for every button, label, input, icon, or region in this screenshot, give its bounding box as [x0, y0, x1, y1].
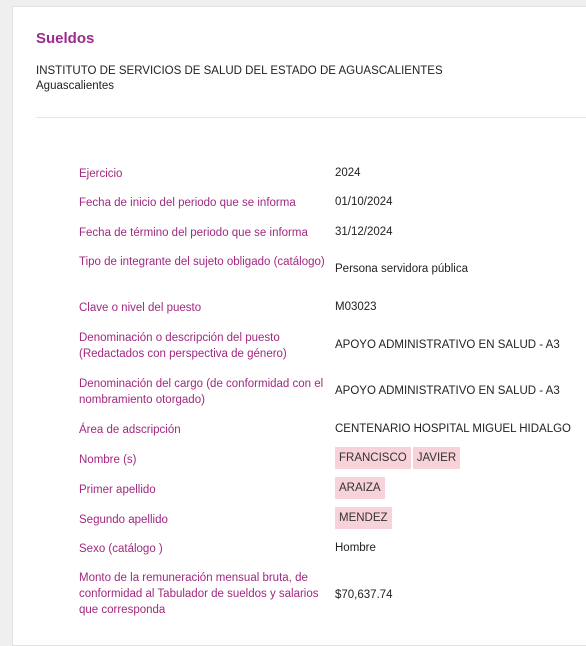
name-token: FRANCISCO	[335, 447, 411, 469]
field-label: Fecha de inicio del periodo que se informa	[79, 197, 296, 209]
field-label: Tipo de integrante del sujeto obligado (catálogo)	[79, 256, 325, 268]
field-label: Denominación o descripción del puesto (Redactados con perspectiva de género)	[79, 332, 287, 360]
page-title: Sueldos	[36, 30, 95, 47]
field-value	[335, 477, 586, 499]
salary-record-card	[12, 6, 586, 646]
field-label: Nombre (s)	[79, 454, 137, 466]
field-value: APOYO ADMINISTRATIVO EN SALUD - A3	[335, 385, 560, 397]
field-label: Primer apellido	[79, 484, 156, 496]
institution-name: INSTITUTO DE SERVICIOS DE SALUD DEL ESTADO DE AGUASCALIENTES	[36, 65, 443, 77]
field-value: CENTENARIO HOSPITAL MIGUEL HIDALGO	[335, 423, 572, 435]
field-value: APOYO ADMINISTRATIVO EN SALUD - A3	[335, 339, 560, 351]
field-label: Ejercicio	[79, 168, 123, 180]
name-token: ARAIZA	[335, 477, 385, 499]
field-value	[335, 447, 586, 469]
field-label: Segundo apellido	[79, 514, 168, 526]
field-value: 01/10/2024	[335, 196, 393, 208]
state-name: Aguascalientes	[36, 80, 114, 92]
field-value	[335, 507, 586, 529]
field-value: 2024	[335, 167, 361, 179]
field-value: 31/12/2024	[335, 226, 393, 238]
field-label: Clave o nivel del puesto	[79, 302, 202, 314]
field-value: Hombre	[335, 542, 376, 554]
field-label: Monto de la remuneración mensual bruta, de conformidad al Tabulador de sueldos y salarios que corresponda	[79, 572, 319, 616]
divider	[36, 117, 586, 118]
name-token: MENDEZ	[335, 507, 392, 529]
field-label: Sexo (catálogo )	[79, 543, 163, 555]
field-label: Fecha de término del periodo que se informa	[79, 227, 308, 239]
field-value: M03023	[335, 301, 377, 313]
name-token: JAVIER	[413, 447, 460, 469]
field-value: Persona servidora pública	[335, 263, 468, 275]
field-value: $70,637.74	[335, 589, 393, 601]
field-label: Área de adscripción	[79, 424, 181, 436]
field-label: Denominación del cargo (de conformidad con el nombramiento otorgado)	[79, 378, 324, 406]
institution-info	[36, 64, 443, 94]
